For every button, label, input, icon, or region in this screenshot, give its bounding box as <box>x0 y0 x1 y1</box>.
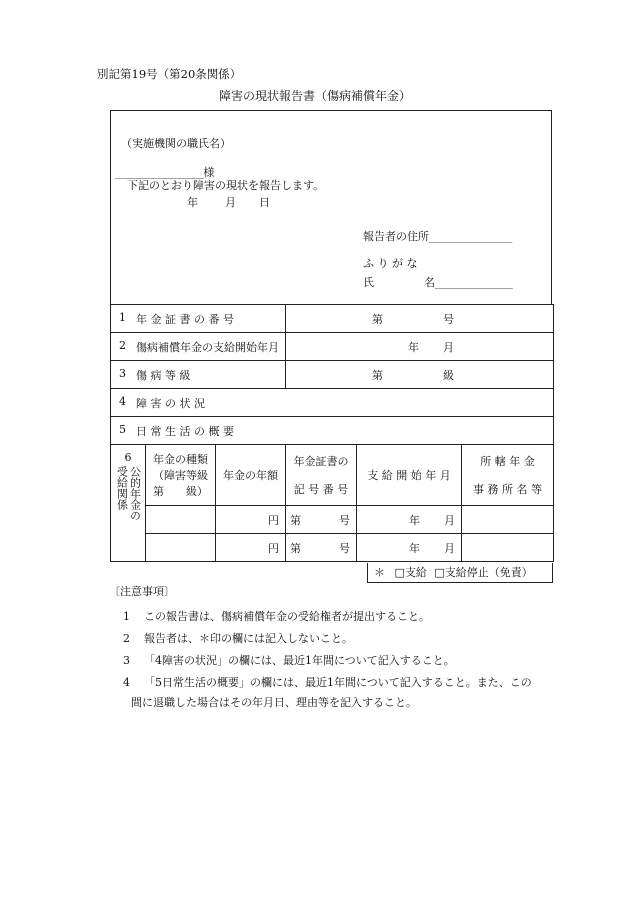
entry2-office[interactable] <box>462 534 554 562</box>
row-pension-number <box>111 305 554 333</box>
note-item <box>123 630 353 646</box>
addressee-suffix: 様 <box>203 166 215 179</box>
header-cert-line2: 記 号 番 号 <box>293 483 349 496</box>
header-start-date: 支 給 開 始 年 月 <box>357 445 462 506</box>
row3-kyu: 級 <box>443 368 454 382</box>
entry1-go: 号 <box>339 513 350 527</box>
entry1-month: 月 <box>444 513 455 527</box>
option-pay-checkbox[interactable]: □支給 <box>394 566 427 579</box>
reporter-name-field[interactable] <box>363 271 512 290</box>
pension-number-label-cell <box>111 305 286 333</box>
name-label-first: 氏 <box>363 276 374 289</box>
entry1-yen: 円 <box>268 513 279 527</box>
payment-start-value-cell[interactable] <box>286 333 554 361</box>
entry1-cert[interactable] <box>286 506 357 534</box>
row2-number: 2 <box>119 338 126 352</box>
entry2-go: 号 <box>339 541 350 555</box>
note-item <box>123 674 532 690</box>
row-payment-start <box>111 333 554 361</box>
row2-label: 傷病補償年金の支給開始年月 <box>136 340 279 354</box>
reporter-address-field[interactable] <box>363 225 512 244</box>
header-office-line1: 所 轄 年 金 <box>480 455 535 468</box>
note-number: 4 <box>123 676 130 689</box>
section6-label-b: 受給関係 <box>115 466 129 510</box>
date-year-label: 年 <box>187 196 198 209</box>
entry1-year: 年 <box>409 513 420 527</box>
injury-grade-value-cell[interactable] <box>286 361 554 389</box>
entry2-dai: 第 <box>290 541 301 555</box>
entry2-start[interactable] <box>357 534 462 562</box>
row2-month: 月 <box>443 340 454 354</box>
header-pension-office <box>462 445 554 506</box>
payment-start-label-cell <box>111 333 286 361</box>
entry1-office[interactable] <box>462 506 554 534</box>
entry1-start[interactable] <box>357 506 462 534</box>
report-statement: 下記のとおり障害の現状を報告します。 <box>127 179 325 192</box>
note-text: この報告書は、傷病補償年金の受給権者が提出すること。 <box>144 610 430 623</box>
reporter-name-line: ______________ <box>435 278 513 289</box>
row5-label: 日 常 生 活 の 概 要 <box>136 424 234 438</box>
public-pension-entry-row <box>111 506 554 534</box>
public-pension-side-label <box>111 445 146 562</box>
row-disability-status <box>111 389 554 417</box>
note-text: 「4障害の状況」の欄には、最近1年間について記入すること。 <box>144 654 455 667</box>
row-injury-grade <box>111 361 554 389</box>
row4-label: 障 害 の 状 況 <box>136 396 205 410</box>
row1-label: 年 金 証 書 の 番 号 <box>136 312 234 326</box>
note-text: 「5日常生活の概要」の欄には、最近1年間について記入すること。また、この <box>144 676 532 689</box>
document-reference: 別記第19号（第20条関係） <box>97 67 242 81</box>
report-table <box>110 304 554 562</box>
row2-year: 年 <box>408 340 419 354</box>
section6-label-a: 公的年金の <box>128 466 142 521</box>
row1-go: 号 <box>443 312 454 326</box>
date-day-label: 日 <box>259 196 270 209</box>
daily-life-cell[interactable] <box>111 417 554 445</box>
public-pension-entry-row <box>111 534 554 562</box>
notes-heading: 〔注意事項〕 <box>109 585 175 598</box>
row3-label: 傷 病 等 級 <box>136 368 191 382</box>
header-type-line3: 第 級） <box>153 485 208 498</box>
entry2-cert[interactable] <box>286 534 357 562</box>
furigana-label: ふ り が な <box>363 257 418 270</box>
public-pension-header-row <box>111 445 554 506</box>
note-number: 1 <box>123 610 130 623</box>
row-daily-life <box>111 417 554 445</box>
injury-grade-label-cell <box>111 361 286 389</box>
header-pension-type <box>146 445 216 506</box>
header-annual-amount: 年金の年額 <box>216 445 286 506</box>
row5-number: 5 <box>119 422 126 436</box>
entry2-yen: 円 <box>268 541 279 555</box>
entry1-amount[interactable] <box>216 506 286 534</box>
option-stop-checkbox[interactable]: □支給停止（免責） <box>434 566 533 579</box>
disability-status-cell[interactable] <box>111 389 554 417</box>
entry2-month: 月 <box>444 541 455 555</box>
row3-dai: 第 <box>372 368 383 382</box>
entry2-amount[interactable] <box>216 534 286 562</box>
office-use-asterisk: ＊ <box>374 566 385 579</box>
section6-number: 6 <box>124 451 132 464</box>
entry1-type[interactable] <box>146 506 216 534</box>
entry1-dai: 第 <box>290 513 301 527</box>
report-header-box <box>110 110 552 304</box>
entry2-year: 年 <box>409 541 420 555</box>
reporter-address-label: 報告者の住所 <box>363 230 429 243</box>
note-item <box>123 652 455 668</box>
header-office-line2: 事 務 所 名 等 <box>473 483 542 496</box>
header-type-line2: （障害等級 <box>153 469 208 482</box>
reporter-address-line: _______________ <box>429 232 512 243</box>
document-title: 障害の現状報告書（傷病補償年金） <box>218 89 411 103</box>
date-month-label: 月 <box>225 196 236 209</box>
addressee-blank-line: ________________ <box>115 168 204 179</box>
header-cert-line1: 年金証書の <box>293 455 349 468</box>
note-number: 2 <box>123 632 130 645</box>
entry2-type[interactable] <box>146 534 216 562</box>
row4-number: 4 <box>119 394 126 408</box>
header-certificate-number <box>286 445 357 506</box>
pension-number-value-cell[interactable] <box>286 305 554 333</box>
office-use-box <box>367 563 553 583</box>
name-label-second: 名 <box>424 276 435 289</box>
note-continuation: 間に退職した場合はその年月日、理由等を記入すること。 <box>131 696 417 709</box>
note-number: 3 <box>123 654 130 667</box>
note-text: 報告者は、＊印の欄には記入しないこと。 <box>144 632 353 645</box>
addressee-label: （実施機関の職氏名） <box>121 137 231 150</box>
row1-number: 1 <box>119 310 126 324</box>
row1-dai: 第 <box>372 312 383 326</box>
row3-number: 3 <box>119 366 126 380</box>
note-item <box>123 608 430 624</box>
header-type-line1: 年金の種類 <box>153 453 208 466</box>
